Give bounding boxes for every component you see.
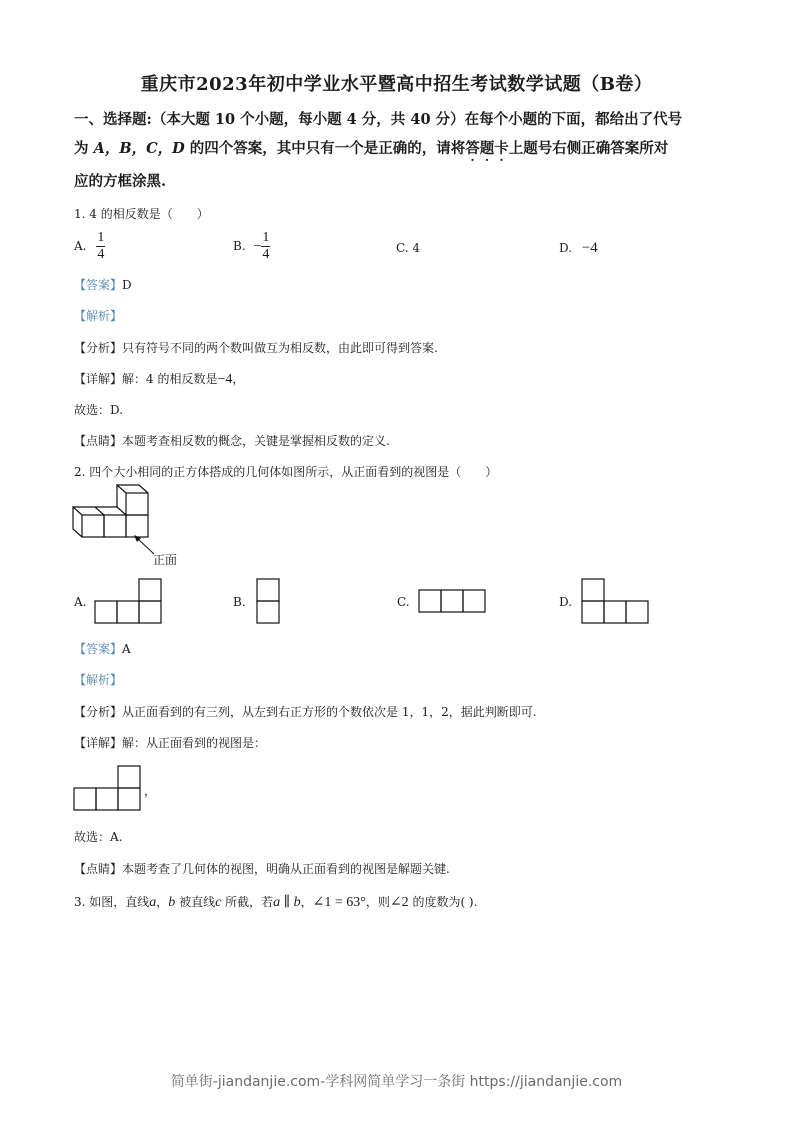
section-heading-line2 [74, 137, 668, 158]
section-line2-pre: 为 [74, 140, 94, 157]
q2-option-a-figure [94, 579, 164, 624]
section-line2-post: 上题号右侧正确答案所对 [508, 140, 669, 157]
q2-option-c-figure [419, 589, 489, 614]
page-title: 重庆市2023年初中学业水平暨高中招生考试数学试题（B卷） [140, 74, 653, 95]
figure-suffix-comma: ， [144, 784, 157, 798]
q2-answer: 【答案】A [74, 642, 131, 656]
q1-xiangjie: 【详解】解：4 的相反数是−4， [74, 372, 245, 387]
q2-option-c-label: C. [397, 595, 410, 609]
q2-option-b-figure [256, 579, 280, 624]
question-3-stem: 3. 如图，直线a，b 被直线c 所截，若a ∥ b，∠1 = 63°，则∠2 的度数为( ). [74, 895, 478, 910]
q2-dianjing: 【点睛】本题考查了几何体的视图，明确从正面看到的视图是解题关键. [74, 862, 450, 876]
q2-solution-figure [73, 766, 143, 812]
q2-option-d-figure [581, 579, 651, 624]
emphasis-char: 题 [479, 140, 495, 157]
question-2-stem: 2. 四个大小相同的正方体搭成的几何体如图所示，从正面看到的视图是（ ） [74, 465, 498, 479]
q2-fenxi: 【分析】从正面看到的有三列，从左到右正方形的个数依次是 1，1，2，据此判断即可. [74, 705, 537, 719]
q2-analysis-label: 【解析】 [74, 673, 123, 687]
q1-answer: 【答案】D [74, 278, 132, 292]
figure-label-front: 正面 [153, 553, 178, 567]
section-heading-line3: 应的方框涂黑. [74, 173, 167, 190]
q1-fenxi: 【分析】只有符号不同的两个数叫做互为相反数，由此即可得到答案. [74, 341, 438, 355]
question-1-stem: 1. 4 的相反数是（ ） [74, 207, 209, 221]
option-label: B. [233, 239, 246, 253]
q1-dianjing: 【点睛】本题考查相反数的概念，关键是掌握相反数的定义. [74, 434, 390, 448]
section-heading-line1: 一、选择题:（本大题 10 个小题，每小题 4 分，共 40 分）在每个小题的下面，都给出了代号 [74, 111, 683, 128]
q2-option-a-label: A. [74, 595, 87, 609]
q1-option-d: D. −4 [559, 240, 598, 256]
fraction: $\frac{1}{4}$ [262, 230, 270, 262]
q1-option-b: B. − $\frac{1}{4}$ [233, 230, 270, 262]
emphasis-char: 答 [465, 140, 480, 157]
q1-analysis-label: 【解析】 [74, 309, 123, 323]
section-line2-mid: 的四个答案，其中只有一个是正确的，请将 [184, 140, 466, 157]
q2-xiangjie: 【详解】解：从正面看到的视图是： [74, 736, 267, 750]
section-line2-letters: A，B，C，D [93, 140, 185, 157]
fraction: $\frac{1}{4}$ [97, 230, 105, 262]
option-label: D. [559, 241, 573, 255]
q2-guxuan: 故选：A. [74, 830, 123, 844]
q2-option-d-label: D. [559, 595, 573, 609]
q1-option-c: C. 4 [396, 241, 421, 255]
footer-watermark: 简单街-jiandanjie.com-学科网简单学习一条街 https://jiandanjie.com [170, 1074, 623, 1090]
emphasis-char: 卡 [494, 140, 509, 157]
q1-guxuan: 故选：D. [74, 403, 124, 417]
option-label: A. [74, 239, 87, 253]
q2-option-b-label: B. [233, 595, 246, 609]
q1-option-a [74, 230, 105, 263]
